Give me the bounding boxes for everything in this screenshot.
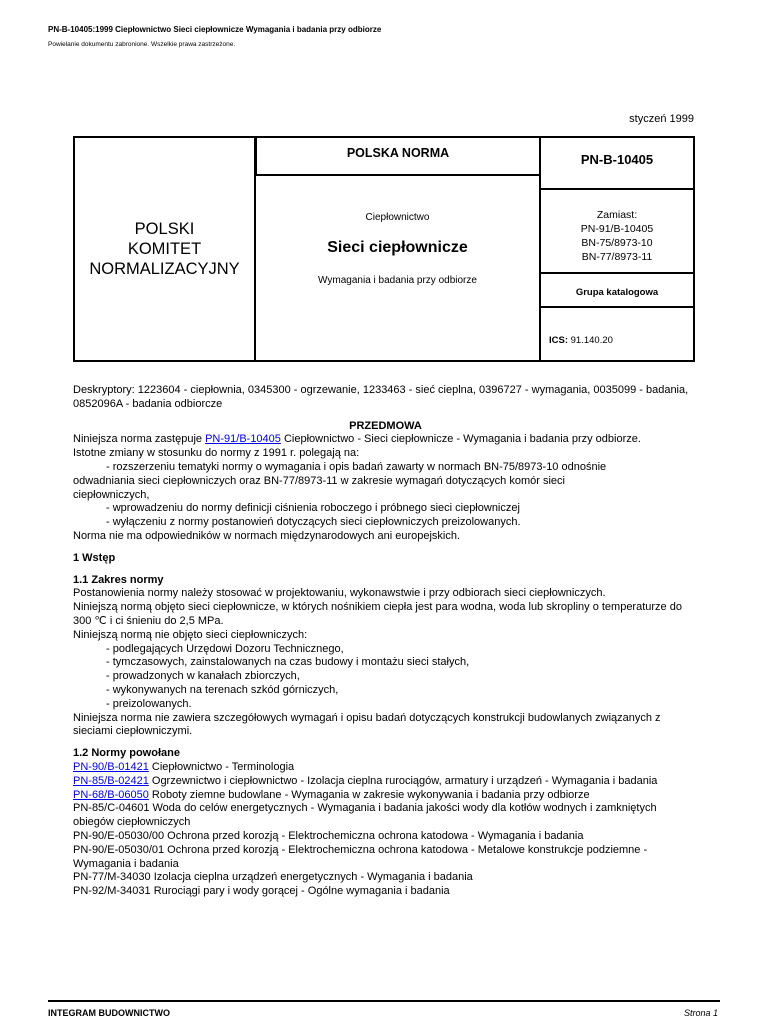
committee-line: NORMALIZACYJNY — [89, 260, 240, 278]
reference-item: PN-90/E-05030/00 Ochrona przed korozją - Elektrochemiczna ochrona katodowa - Wymagania i badania — [73, 829, 584, 842]
committee-line: KOMITET — [127, 240, 202, 258]
reference-item: PN-85/B-02421 Ogrzewnictwo i ciepłownictwo - Izolacja cieplna rurociągów, armatury i urządzeń - Wymagania i badania — [73, 774, 658, 787]
replaces-block — [541, 208, 693, 264]
page-header — [48, 24, 381, 51]
category-label: Ciepłownictwo — [365, 212, 430, 223]
replaced-standard: BN-77/8973-11 — [581, 251, 653, 263]
section-1-heading: 1 Wstęp — [73, 551, 116, 564]
replaces-label: Zamiast: — [596, 209, 638, 221]
change-item: - rozszerzeniu tematyki normy o wymagania i opis badań zawarty w normach BN-75/8973-10 odnośnie — [106, 460, 607, 473]
document-date: styczeń 1999 — [629, 113, 694, 125]
ics-label: ICS: — [549, 335, 568, 346]
excluded-item: - wykonywanych na terenach szkód górniczych, — [106, 683, 339, 696]
link-pn-85-b-02421[interactable]: PN-85/B-02421 — [73, 774, 149, 787]
reference-item: PN-90/B-01421 Ciepłownictwo - Terminologia — [73, 760, 295, 773]
committee-line: POLSKI — [134, 220, 195, 238]
scope-paragraph: Niniejszą normą nie objęto sieci ciepłowniczych: — [73, 628, 308, 641]
reference-item: PN-68/B-06050 Roboty ziemne budowlane - Wymagania w zakresie wykonywania i badania przy odbiorze — [73, 788, 590, 801]
document-body — [73, 384, 698, 899]
excluded-item: - preizolowanych. — [106, 697, 192, 710]
reference-item: PN-90/E-05030/01 Ochrona przed korozją - Elektrochemiczna ochrona katodowa - Metalowe konstrukcje podziemne - Wymagania i badania — [73, 843, 648, 870]
section-1-1-heading: 1.1 Zakres normy — [73, 573, 164, 586]
section-1-2-heading: 1.2 Normy powołane — [73, 747, 180, 760]
descriptors: Deskryptory: 1223604 - ciepłownia, 0345300 - ogrzewanie, 1233463 - sieć cieplna, 0396727 - wymagania, 0035099 - badania, 0852096A - badania odbiorcze — [73, 384, 689, 410]
catalog-group-row — [541, 272, 693, 308]
standard-info-table — [73, 136, 695, 362]
reference-item: PN-77/M-34030 Izolacja cieplna urządzeń energetycznych - Wymagania i badania — [73, 871, 473, 884]
document-header-title: PN-B-10405:1999 Ciepłownictwo Sieci ciepłownicze Wymagania i badania przy odbiorze — [48, 25, 382, 34]
scope-paragraph: Niniejszą normą objęto sieci ciepłownicze, w których nośnikiem ciepła jest para wodna, woda lub skropliny o temperaturze do 300 ℃ i ci śnieniu do 2,5 MPa. — [73, 601, 682, 627]
replaced-standard: PN-91/B-10405 — [580, 223, 654, 235]
change-item: odwadniania sieci ciepłowniczych oraz BN-77/8973-11 w zakresie wymagań dotyczących komór sieci — [73, 474, 565, 487]
polska-norma-header — [256, 138, 539, 176]
ics-value: 91.140.20 — [570, 335, 613, 346]
link-pn-90-b-01421[interactable]: PN-90/B-01421 — [73, 760, 149, 773]
international-note: Norma nie ma odpowiedników w normach międzynarodowych ani europejskich. — [73, 529, 461, 542]
page-number: Strona 1 — [683, 1008, 718, 1018]
standard-code: PN-B-10405 — [580, 152, 654, 167]
change-item: ciepłowniczych, — [73, 488, 150, 501]
replaced-standard: BN-75/8973-10 — [581, 237, 653, 249]
reference-item: PN-92/M-34031 Rurociągi pary i wody gorącej - Ogólne wymagania i badania — [73, 885, 450, 898]
committee-cell — [75, 138, 256, 360]
footer-divider — [48, 1000, 720, 1002]
standard-title: Sieci ciepłownicze — [327, 239, 468, 256]
excluded-item: - tymczasowych, zainstalowanych na czas budowy i montażu sieci stałych, — [106, 656, 470, 669]
polska-norma-label: POLSKA NORMA — [346, 146, 450, 160]
reference-item: PN-85/C-04601 Woda do celów energetycznych - Wymagania i badania jakości wody dla kotłów wodnych i zamkniętych obiegów ciepłowniczych — [73, 802, 657, 829]
standard-code-box — [541, 138, 693, 190]
foreword-heading: PRZEDMOWA — [349, 419, 422, 432]
committee-name — [89, 219, 239, 279]
standard-subtitle: Wymagania i badania przy odbiorze — [318, 275, 477, 286]
change-item: - wyłączeniu z normy postanowień dotyczących sieci ciepłowniczych preizolowanych. — [106, 516, 521, 529]
foreword-paragraph: Niniejsza norma zastępuje PN-91/B-10405 Ciepłownictwo - Sieci ciepłownicze - Wymagania i badania przy odbiorze. — [73, 433, 641, 446]
excluded-item: - prowadzonych w kanałach zbiorczych, — [106, 670, 300, 683]
title-cell — [256, 138, 541, 360]
copyright-note: Powielanie dokumentu zabronione. Wszelkie prawa zastrzeżone. — [48, 41, 236, 48]
code-cell — [541, 138, 693, 360]
link-pn-68-b-06050[interactable]: PN-68/B-06050 — [73, 788, 149, 801]
excluded-item: - podlegających Urzędowi Dozoru Technicznego, — [106, 642, 344, 655]
link-pn-91-b-10405[interactable]: PN-91/B-10405 — [205, 433, 281, 446]
scope-paragraph: Postanowienia normy należy stosować w projektowaniu, wykonawstwie i przy odbiorach sieci ciepłowniczych. — [73, 587, 606, 600]
changes-intro: Istotne zmiany w stosunku do normy z 1991 r. polegają na: — [73, 447, 360, 460]
scope-paragraph: Niniejsza norma nie zawiera szczegółowych wymagań i opisu badań dotyczących konstrukcji budowlanych związanych z sieciami ciepłowniczymi. — [73, 711, 661, 738]
catalog-group-label: Grupa katalogowa — [575, 287, 659, 298]
change-item: - wprowadzeniu do normy definicji ciśnienia roboczego i próbnego sieci ciepłowniczej — [106, 502, 520, 515]
footer-publisher: INTEGRAM BUDOWNICTWO — [48, 1008, 170, 1018]
ics-code — [549, 335, 613, 346]
